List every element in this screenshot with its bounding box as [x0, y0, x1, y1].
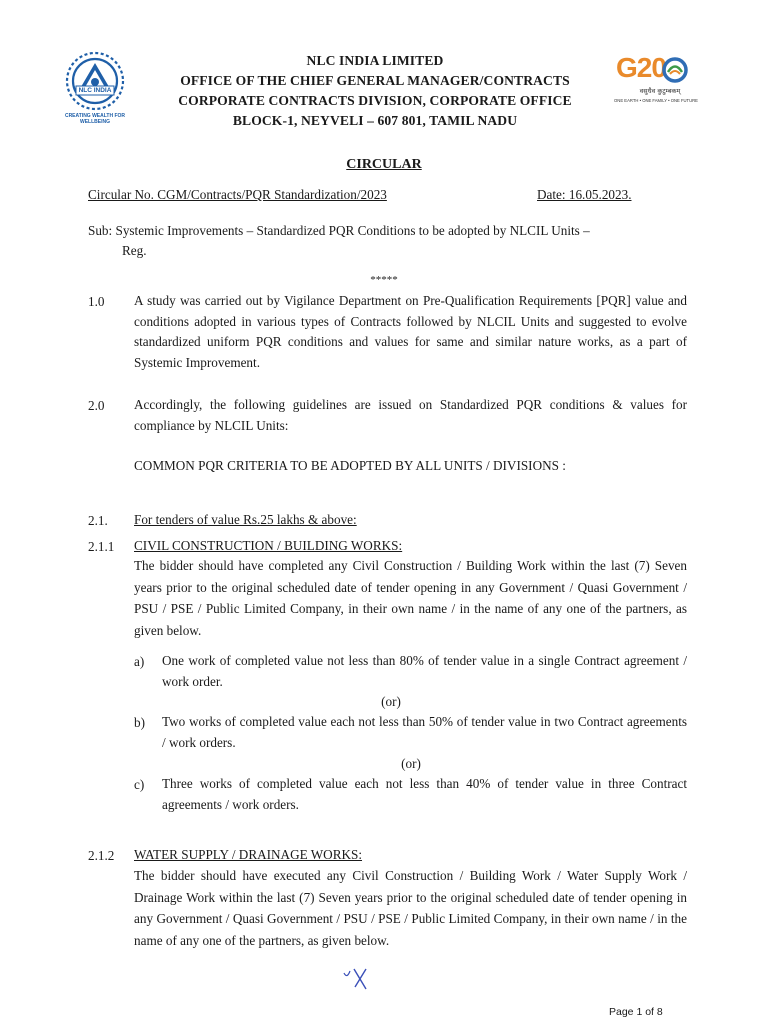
section-number: 2.1.2 [88, 848, 115, 863]
list-item-text: Three works of completed value each not less than 40% of tender value in three Contract agreements / work orders. [162, 776, 687, 812]
list-item-label: c) [134, 777, 145, 792]
g20-logo [606, 52, 706, 114]
section-2-1-2-title: WATER SUPPLY / DRAINAGE WORKS: [134, 847, 363, 862]
nlc-logo-text: NLC INDIA [78, 87, 112, 94]
list-item-label: b) [134, 715, 145, 730]
handwritten-initials [340, 963, 380, 993]
list-item-text: One work of completed value not less than 80% of tender value in a single Contract agreement / work order. [162, 653, 687, 689]
division-name: CORPORATE CONTRACTS DIVISION, CORPORATE OFFICE [178, 93, 572, 108]
section-number: 2.1. [88, 513, 108, 528]
circular-number: Circular No. CGM/Contracts/PQR Standardization/2023 [88, 187, 387, 202]
common-pqr-heading: COMMON PQR CRITERIA TO BE ADOPTED BY ALL UNITS / DIVISIONS : [134, 458, 566, 473]
g20-hindi-text: वसुधैव कुटुम्बकम् [639, 87, 681, 95]
section-number: 2.0 [88, 398, 105, 413]
separator-stars: ***** [370, 274, 398, 286]
g20-logo-text: G20 [616, 52, 666, 83]
office-name: OFFICE OF THE CHIEF GENERAL MANAGER/CONTRACTS [180, 73, 570, 88]
section-2-1-2-text: The bidder should have executed any Civil Construction / Building Work / Water Supply Work / Drainage Work within the last (7) Seven years prior to the original scheduled date of tender opening in any Government / Quasi Government / PSU / PSE / Public Limited Company, in their own name / in the name of any one of the partners, as given below. [134, 868, 687, 948]
g20-tagline: ONE EARTH • ONE FAMILY • ONE FUTURE [614, 98, 698, 103]
nlc-logo-tagline: CREATING WEALTH FOR WELLBEING [64, 113, 126, 125]
nlc-india-logo [56, 50, 134, 124]
signature-mark-icon [340, 963, 380, 993]
section-1-text: A study was carried out by Vigilance Department on Pre-Qualification Requirements [PQR] value and conditions adopted in various types of Contracts followed by NLCIL Units and suggested to evolve standardized uniform PQR conditions and values for same and similar nature works, as a part of Systemic Improvement. [134, 293, 687, 370]
subject-line-cont: Reg. [122, 243, 147, 258]
section-number: 1.0 [88, 294, 105, 309]
section-2-1-1-title: CIVIL CONSTRUCTION / BUILDING WORKS: [134, 538, 403, 553]
section-2-1-title: For tenders of value Rs.25 lakhs & above: [134, 512, 357, 527]
page-number: Page 1 of 8 [609, 1006, 663, 1018]
circular-title: CIRCULAR [346, 157, 422, 172]
circular-date: Date: 16.05.2023. [537, 187, 632, 202]
or-separator: (or) [401, 756, 421, 771]
or-separator: (or) [381, 694, 401, 709]
subject-line: Sub: Systemic Improvements – Standardized PQR Conditions to be adopted by NLCIL Units – [88, 223, 590, 238]
org-name: NLC INDIA LIMITED [306, 53, 444, 68]
list-item-text: Two works of completed value each not less than 50% of tender value in two Contract agreements / work orders. [162, 714, 687, 750]
list-item-label: a) [134, 654, 145, 669]
section-number: 2.1.1 [88, 539, 115, 554]
office-address: BLOCK-1, NEYVELI – 607 801, TAMIL NADU [232, 113, 518, 128]
section-2-1-1-text: The bidder should have completed any Civil Construction / Building Work within the last (7) Seven years prior to the original scheduled date of tender opening in any Government / Quasi Government / PSU / PSE / Public Limited Company, in their own name / in the name of any one of the partners, as given below. [134, 558, 687, 638]
g20-globe-icon [662, 57, 688, 83]
section-2-text: Accordingly, the following guidelines are issued on Standardized PQR conditions & values for compliance by NLCIL Units: [134, 397, 687, 433]
